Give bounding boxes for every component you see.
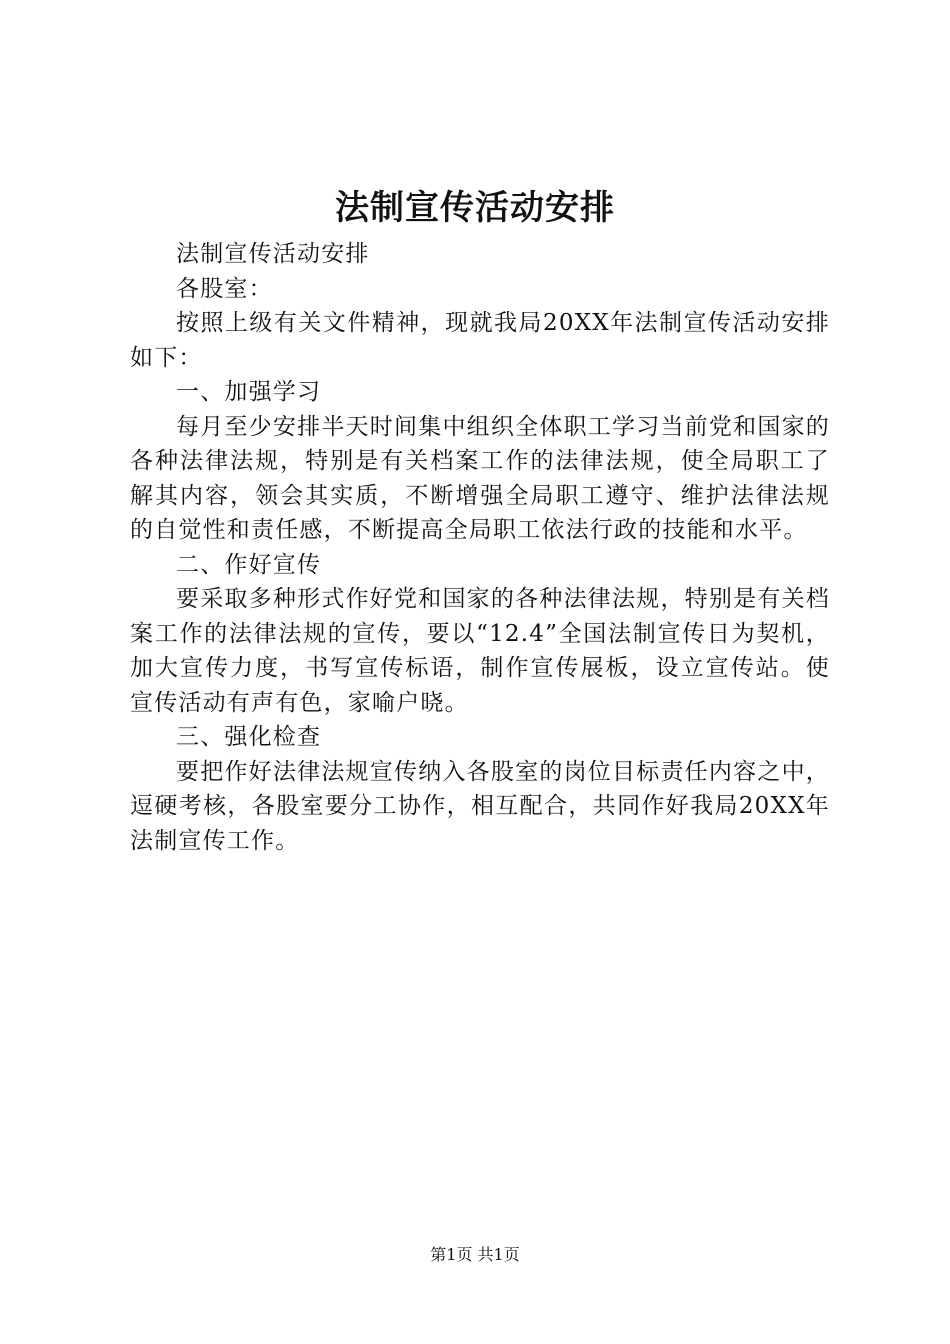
section-paragraph-1: 每月至少安排半天时间集中组织全体职工学习当前党和国家的各种法律法规，特别是有关档案工作的法律法规，使全局职工了解其内容，领会其实质，不断增强全局职工遵守、维护法律法规的自觉性和责任感，不断提高全局职工依法行政的技能和水平。 [130,413,830,543]
section-heading-3: 三、强化检查 [176,724,322,750]
section-paragraph-3: 要把作好法律法规宣传纳入各股室的岗位目标责任内容之中，逗硬考核，各股室要分工协作，相互配合，共同作好我局20XX年法制宣传工作。 [130,758,830,854]
section-heading-1: 一、加强学习 [176,379,322,405]
document-title: 法制宣传活动安排 [335,188,615,228]
document-body [130,237,830,858]
body-heading-line: 法制宣传活动安排 [176,241,370,267]
section-heading-2: 二、作好宣传 [176,551,322,578]
page-number-footer: 第1页 共1页 [430,1245,520,1264]
intro-paragraph: 按照上级有关文件精神，现就我局20XX年法制宣传活动安排如下： [130,310,830,371]
section-paragraph-2: 要采取多种形式作好党和国家的各种法律法规，特别是有关档案工作的法律法规的宣传，要以“12.4”全国法制宣传日为契机，加大宣传力度，书写宣传标语，制作宣传展板，设立宣传站。使宣传活动有声有色，家喻户晓。 [130,586,830,716]
salutation: 各股室： [176,275,273,302]
